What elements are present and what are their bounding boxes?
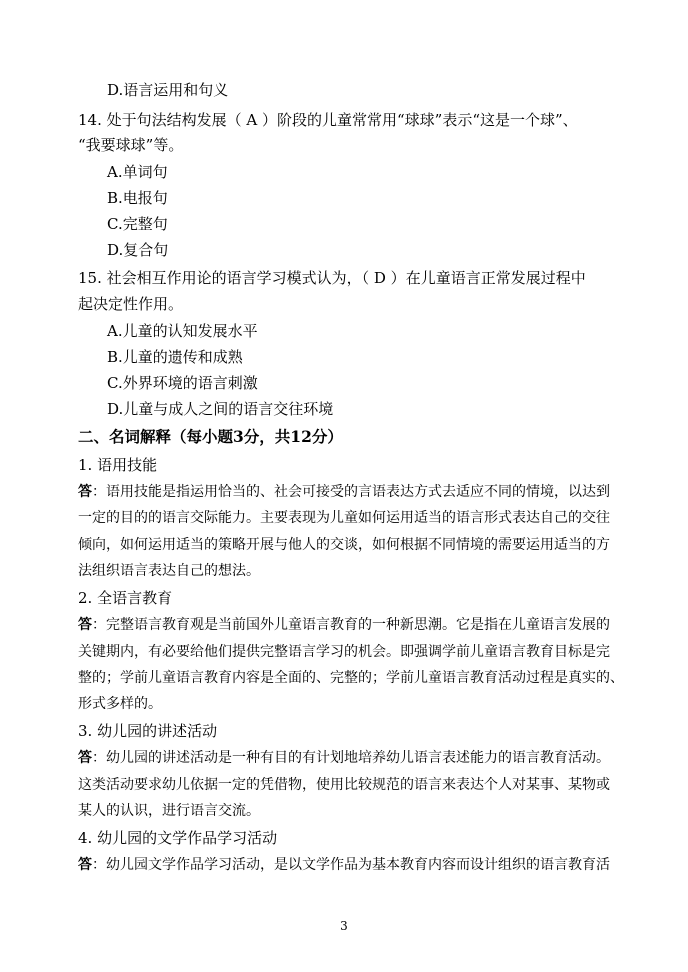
q15-option-c: C.外界环境的语言刺激 (107, 374, 258, 392)
term-title: 4. 幼儿园的文学作品学习活动 (78, 829, 278, 847)
q15-option-b: B.儿童的遗传和成熟 (107, 348, 243, 366)
answer-line: 关键期内，有必要给他们提供完整语言学习的机会。即强调学前儿童语言教育目标是完 (78, 644, 610, 660)
answer-line: 法组织语言表达自己的想法。 (78, 563, 260, 579)
q15-option-d: D.儿童与成人之间的语言交往环境 (107, 400, 334, 418)
answer-label: 答 (78, 617, 92, 633)
section-heading: 二、名词解释（每小题3分，共12分） (78, 427, 343, 446)
q14-stem-line2: “我要球球”等。 (78, 136, 184, 154)
q15-option-a: A.儿童的认知发展水平 (107, 322, 258, 340)
q14-option-b: B.电报句 (107, 189, 168, 207)
answer-line: 一定的目的的语言交际能力。主要表现为儿童如何运用适当的语言形式表达自己的交往 (78, 510, 610, 526)
q14-stem-line1: 14. 处于句法结构发展（ A ）阶段的儿童常常用“球球”表示“这是一个球”、 (78, 111, 578, 129)
q15-stem-line2: 起决定性作用。 (78, 295, 184, 313)
term-title: 1. 语用技能 (78, 456, 158, 474)
term-title: 3. 幼儿园的讲述活动 (78, 722, 218, 740)
answer-line: 答：语用技能是指运用恰当的、社会可接受的言语表达方式去适应不同的情境，以达到 (78, 484, 610, 500)
answer-line: 答：完整语言教育观是当前国外儿童语言教育的一种新思潮。它是指在儿童语言发展的 (78, 617, 610, 633)
answer-line: 答：幼儿园文学作品学习活动，是以文学作品为基本教育内容而设计组织的语言教育活 (78, 857, 610, 873)
q13-option-d: D.语言运用和句义 (107, 81, 229, 99)
q14-option-c: C.完整句 (107, 215, 168, 233)
answer-line: 这类活动要求幼儿依据一定的凭借物，使用比较规范的语言来表达个人对某事、某物或 (78, 777, 610, 793)
q15-stem-line1: 15. 社会相互作用论的语言学习模式认为，（ D ）在儿童语言正常发展过程中 (78, 269, 586, 287)
answer-label: 答 (78, 750, 92, 766)
answer-label: 答 (78, 484, 92, 500)
answer-line: 形式多样的。 (78, 696, 162, 712)
answer-line: 某人的认识，进行语言交流。 (78, 803, 260, 819)
answer-line: 答：幼儿园的讲述活动是一种有目的有计划地培养幼儿语言表述能力的语言教育活动。 (78, 750, 610, 766)
q14-option-d: D.复合句 (107, 241, 169, 259)
answer-line: 倾向，如何运用适当的策略开展与他人的交谈，如何根据不同情境的需要运用适当的方 (78, 537, 610, 553)
q14-option-a: A.单词句 (107, 163, 168, 181)
answer-line: 整的；学前儿童语言教育内容是全面的、完整的；学前儿童语言教育活动过程是真实的、 (78, 670, 624, 686)
answer-label: 答 (78, 857, 92, 873)
page-number: 3 (340, 919, 348, 933)
term-title: 2. 全语言教育 (78, 589, 173, 607)
